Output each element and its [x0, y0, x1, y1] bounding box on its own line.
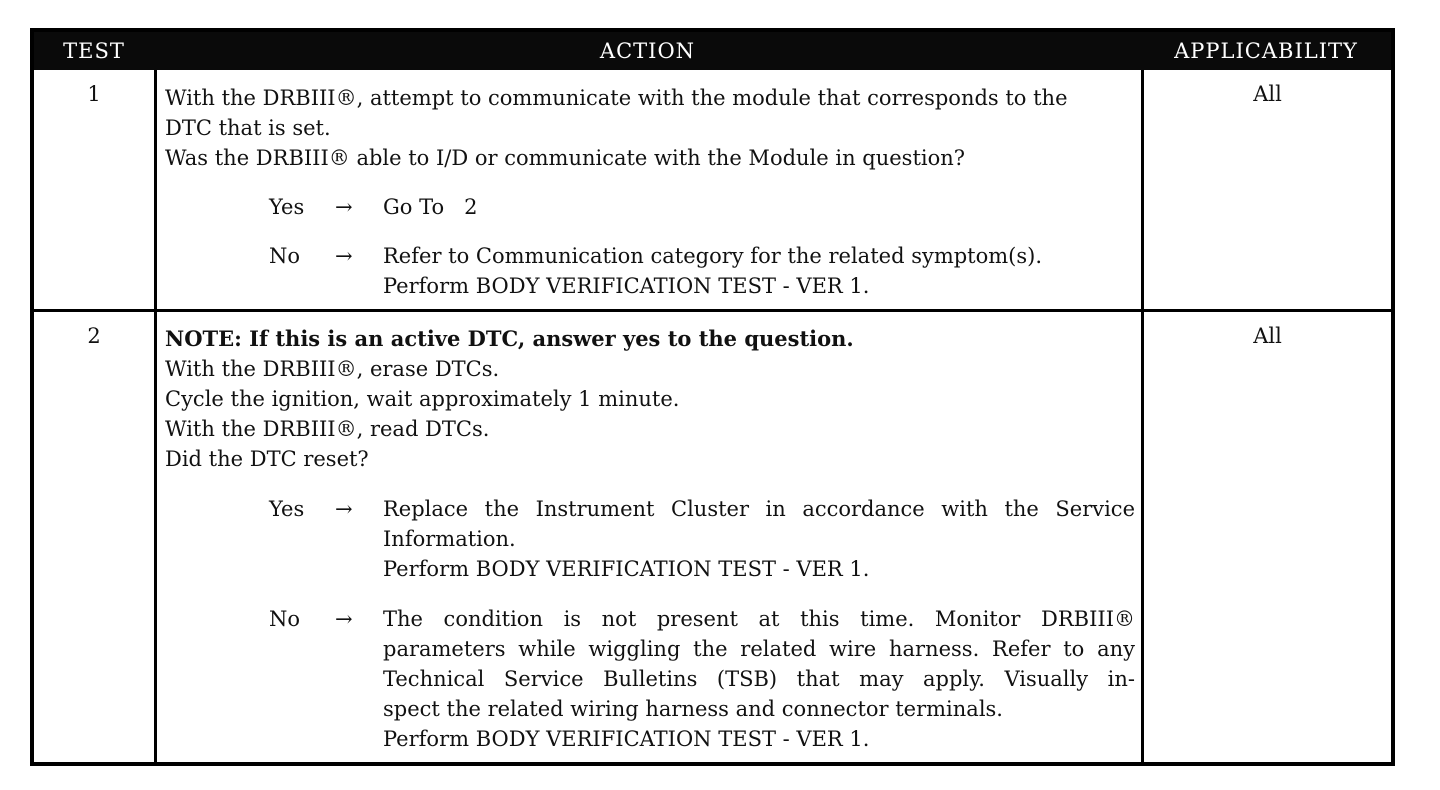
header-test: TEST — [63, 39, 125, 63]
action-line: DTC that is set. — [165, 116, 331, 140]
applicability-2: All — [1253, 324, 1282, 348]
diagnostic-test-table — [30, 28, 1395, 766]
answer-text — [383, 604, 1135, 754]
answer-line: Perform BODY VERIFICATION TEST - VER 1. — [383, 727, 870, 751]
answer-line: Replace the Instrument Cluster in accordance with the Service — [383, 497, 1135, 521]
applicability-1: All — [1253, 82, 1282, 106]
test-2-action — [165, 324, 1135, 474]
answer-line: spect the related wiring harness and connector terminals. — [383, 697, 1003, 721]
right-arrow-icon: → — [335, 607, 353, 631]
action-line: With the DRBIII®, attempt to communicate with the module that corresponds to the — [165, 86, 1068, 110]
note-text: NOTE: If this is an active DTC, answer yes to the question. — [165, 326, 854, 351]
column-divider-test-action — [154, 70, 157, 762]
answer-line: Refer to Communication category for the related symptom(s). — [383, 244, 1043, 268]
right-arrow-icon: → — [335, 497, 353, 521]
action-line: With the DRBIII®, read DTCs. — [165, 417, 490, 441]
right-arrow-icon: → — [335, 244, 353, 268]
answer-line: parameters while wiggling the related wire harness. Refer to any — [383, 637, 1135, 661]
answer-line: Information. — [383, 527, 516, 551]
answer-line: Go To 2 — [383, 195, 478, 219]
answer-label-no: No — [269, 244, 301, 268]
test-number-2: 2 — [87, 324, 101, 348]
action-line: Did the DTC reset? — [165, 447, 369, 471]
table-header — [34, 32, 1391, 70]
answer-line: Perform BODY VERIFICATION TEST - VER 1. — [383, 274, 870, 298]
answer-text — [383, 241, 1135, 301]
answer-label-yes: Yes — [269, 195, 305, 219]
header-applicability: APPLICABILITY — [1174, 39, 1358, 63]
answer-line: Perform BODY VERIFICATION TEST - VER 1. — [383, 557, 870, 581]
answer-label-yes: Yes — [269, 497, 305, 521]
header-action: ACTION — [599, 39, 696, 63]
row-divider — [34, 309, 1391, 312]
right-arrow-icon: → — [335, 195, 353, 219]
test-1-action — [165, 83, 1135, 173]
action-line: Cycle the ignition, wait approximately 1 minute. — [165, 387, 680, 411]
action-line: Was the DRBIII® able to I/D or communicate with the Module in question? — [165, 146, 966, 170]
action-line: With the DRBIII®, erase DTCs. — [165, 357, 500, 381]
answer-label-no: No — [269, 607, 301, 631]
answer-line: The condition is not present at this time. Monitor DRBIII® — [383, 607, 1135, 631]
answer-text — [383, 192, 1135, 222]
column-divider-action-applicability — [1141, 70, 1144, 762]
answer-text — [383, 494, 1135, 584]
answer-line: Technical Service Bulletins (TSB) that may apply. Visually in- — [383, 667, 1135, 691]
test-number-1: 1 — [87, 82, 101, 106]
